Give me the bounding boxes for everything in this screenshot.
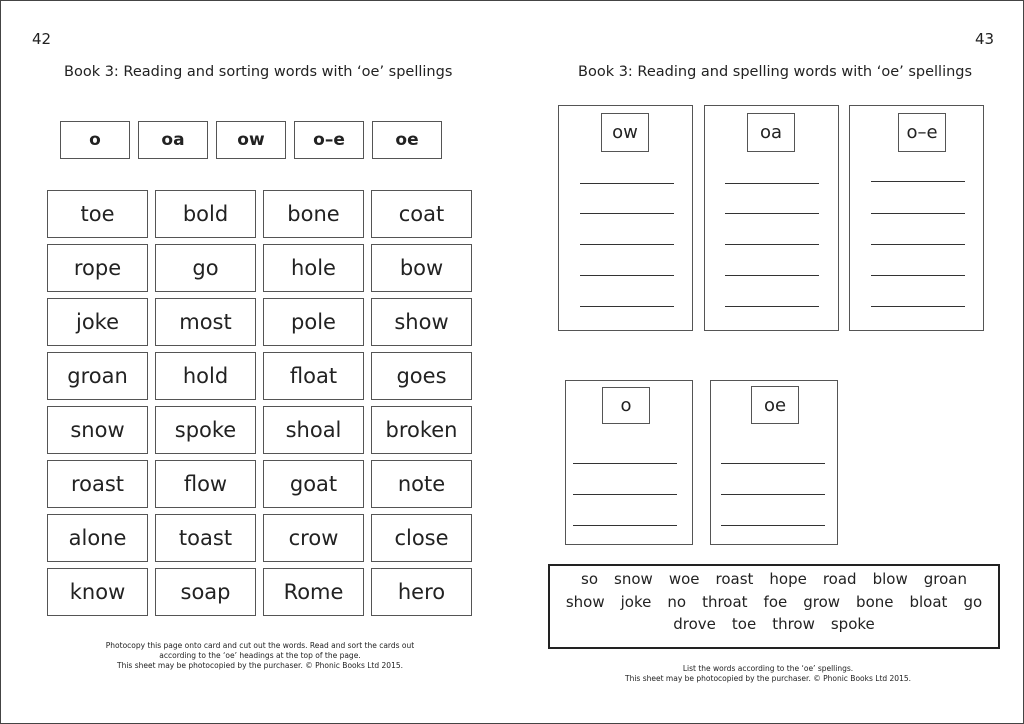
word-card[interactable]: Rome xyxy=(263,568,364,616)
word-bank-row xyxy=(550,570,998,588)
word-card[interactable]: most xyxy=(155,298,256,346)
word-card[interactable]: broken xyxy=(371,406,472,454)
page-number-left: 42 xyxy=(32,30,52,48)
write-line[interactable] xyxy=(871,244,965,245)
column-heading-o: o xyxy=(602,387,650,424)
column-heading-o-e: o–e xyxy=(898,113,946,152)
word-card[interactable]: soap xyxy=(155,568,256,616)
heading-o-e: o–e xyxy=(294,121,364,159)
write-line[interactable] xyxy=(580,183,674,184)
write-line[interactable] xyxy=(725,244,819,245)
word-bank-word: road xyxy=(822,570,857,588)
write-line[interactable] xyxy=(725,213,819,214)
column-heading-oe: oe xyxy=(751,386,799,424)
word-card[interactable]: know xyxy=(47,568,148,616)
write-line[interactable] xyxy=(580,244,674,245)
heading-ow: ow xyxy=(216,121,286,159)
word-bank-word: bloat xyxy=(909,593,948,611)
write-line[interactable] xyxy=(573,463,677,464)
word-bank-word: throat xyxy=(702,593,748,611)
write-line[interactable] xyxy=(573,525,677,526)
write-line[interactable] xyxy=(871,275,965,276)
right-footer-line: This sheet may be photocopied by the purchaser. © Phonic Books Ltd 2015. xyxy=(624,674,912,683)
word-card[interactable]: joke xyxy=(47,298,148,346)
word-card[interactable]: show xyxy=(371,298,472,346)
write-line[interactable] xyxy=(871,181,965,182)
word-bank-word: so xyxy=(581,570,599,588)
write-line[interactable] xyxy=(725,306,819,307)
word-bank-word: throw xyxy=(772,615,815,633)
right-page-title: Book 3: Reading and spelling words with ‘oe’ spellings xyxy=(578,64,973,80)
write-line[interactable] xyxy=(725,275,819,276)
left-page-title: Book 3: Reading and sorting words with ‘oe’ spellings xyxy=(64,64,453,80)
heading-oa: oa xyxy=(138,121,208,159)
write-line[interactable] xyxy=(580,275,674,276)
word-bank-row xyxy=(550,615,998,633)
word-bank-word: joke xyxy=(620,593,652,611)
word-card[interactable]: bold xyxy=(155,190,256,238)
word-bank-word: drove xyxy=(673,615,716,633)
word-card[interactable]: hero xyxy=(371,568,472,616)
word-card[interactable]: roast xyxy=(47,460,148,508)
word-card[interactable]: bone xyxy=(263,190,364,238)
word-card[interactable]: flow xyxy=(155,460,256,508)
word-bank-word: roast xyxy=(715,570,754,588)
word-bank-word: groan xyxy=(923,570,967,588)
word-card[interactable]: alone xyxy=(47,514,148,562)
word-card[interactable]: hole xyxy=(263,244,364,292)
word-card[interactable]: crow xyxy=(263,514,364,562)
word-bank-word: blow xyxy=(872,570,908,588)
write-line[interactable] xyxy=(573,494,677,495)
word-card[interactable]: close xyxy=(371,514,472,562)
page-number-right: 43 xyxy=(975,30,995,48)
write-line[interactable] xyxy=(725,183,819,184)
left-footer-line: according to the ‘oe’ headings at the top of the page. xyxy=(159,651,361,660)
word-card[interactable]: note xyxy=(371,460,472,508)
word-bank-word: show xyxy=(565,593,605,611)
word-card[interactable]: go xyxy=(155,244,256,292)
heading-oe: oe xyxy=(372,121,442,159)
word-card[interactable]: float xyxy=(263,352,364,400)
word-card[interactable]: snow xyxy=(47,406,148,454)
word-bank-word: toe xyxy=(731,615,757,633)
word-card[interactable]: goat xyxy=(263,460,364,508)
word-bank-word: hope xyxy=(769,570,807,588)
word-bank-word: spoke xyxy=(830,615,875,633)
column-heading-oa: oa xyxy=(747,113,795,152)
word-card[interactable]: goes xyxy=(371,352,472,400)
word-bank-word: grow xyxy=(803,593,841,611)
word-bank-word: bone xyxy=(856,593,894,611)
word-bank-word: snow xyxy=(614,570,653,588)
right-footer-line: List the words according to the ‘oe’ spellings. xyxy=(682,664,854,673)
word-card[interactable]: spoke xyxy=(155,406,256,454)
left-footer xyxy=(106,641,414,671)
word-card[interactable]: shoal xyxy=(263,406,364,454)
write-line[interactable] xyxy=(871,306,965,307)
write-line[interactable] xyxy=(721,494,825,495)
write-line[interactable] xyxy=(721,525,825,526)
word-card[interactable]: bow xyxy=(371,244,472,292)
word-card[interactable]: coat xyxy=(371,190,472,238)
word-bank-row xyxy=(550,593,998,611)
word-bank-word: woe xyxy=(668,570,700,588)
write-line[interactable] xyxy=(721,463,825,464)
word-card[interactable]: toast xyxy=(155,514,256,562)
word-card[interactable]: groan xyxy=(47,352,148,400)
write-line[interactable] xyxy=(580,213,674,214)
word-card[interactable]: rope xyxy=(47,244,148,292)
write-line[interactable] xyxy=(871,213,965,214)
heading-o: o xyxy=(60,121,130,159)
word-card[interactable]: pole xyxy=(263,298,364,346)
word-bank-word: go xyxy=(963,593,983,611)
word-card[interactable]: hold xyxy=(155,352,256,400)
word-card[interactable]: toe xyxy=(47,190,148,238)
word-bank xyxy=(548,564,1000,649)
word-bank-word: foe xyxy=(763,593,788,611)
right-footer xyxy=(625,664,911,684)
left-footer-line: This sheet may be photocopied by the purchaser. © Phonic Books Ltd 2015. xyxy=(116,661,403,670)
word-bank-word: no xyxy=(667,593,687,611)
write-line[interactable] xyxy=(580,306,674,307)
left-footer-line: Photocopy this page onto card and cut out the words. Read and sort the cards out xyxy=(105,641,415,650)
column-heading-ow: ow xyxy=(601,113,649,152)
